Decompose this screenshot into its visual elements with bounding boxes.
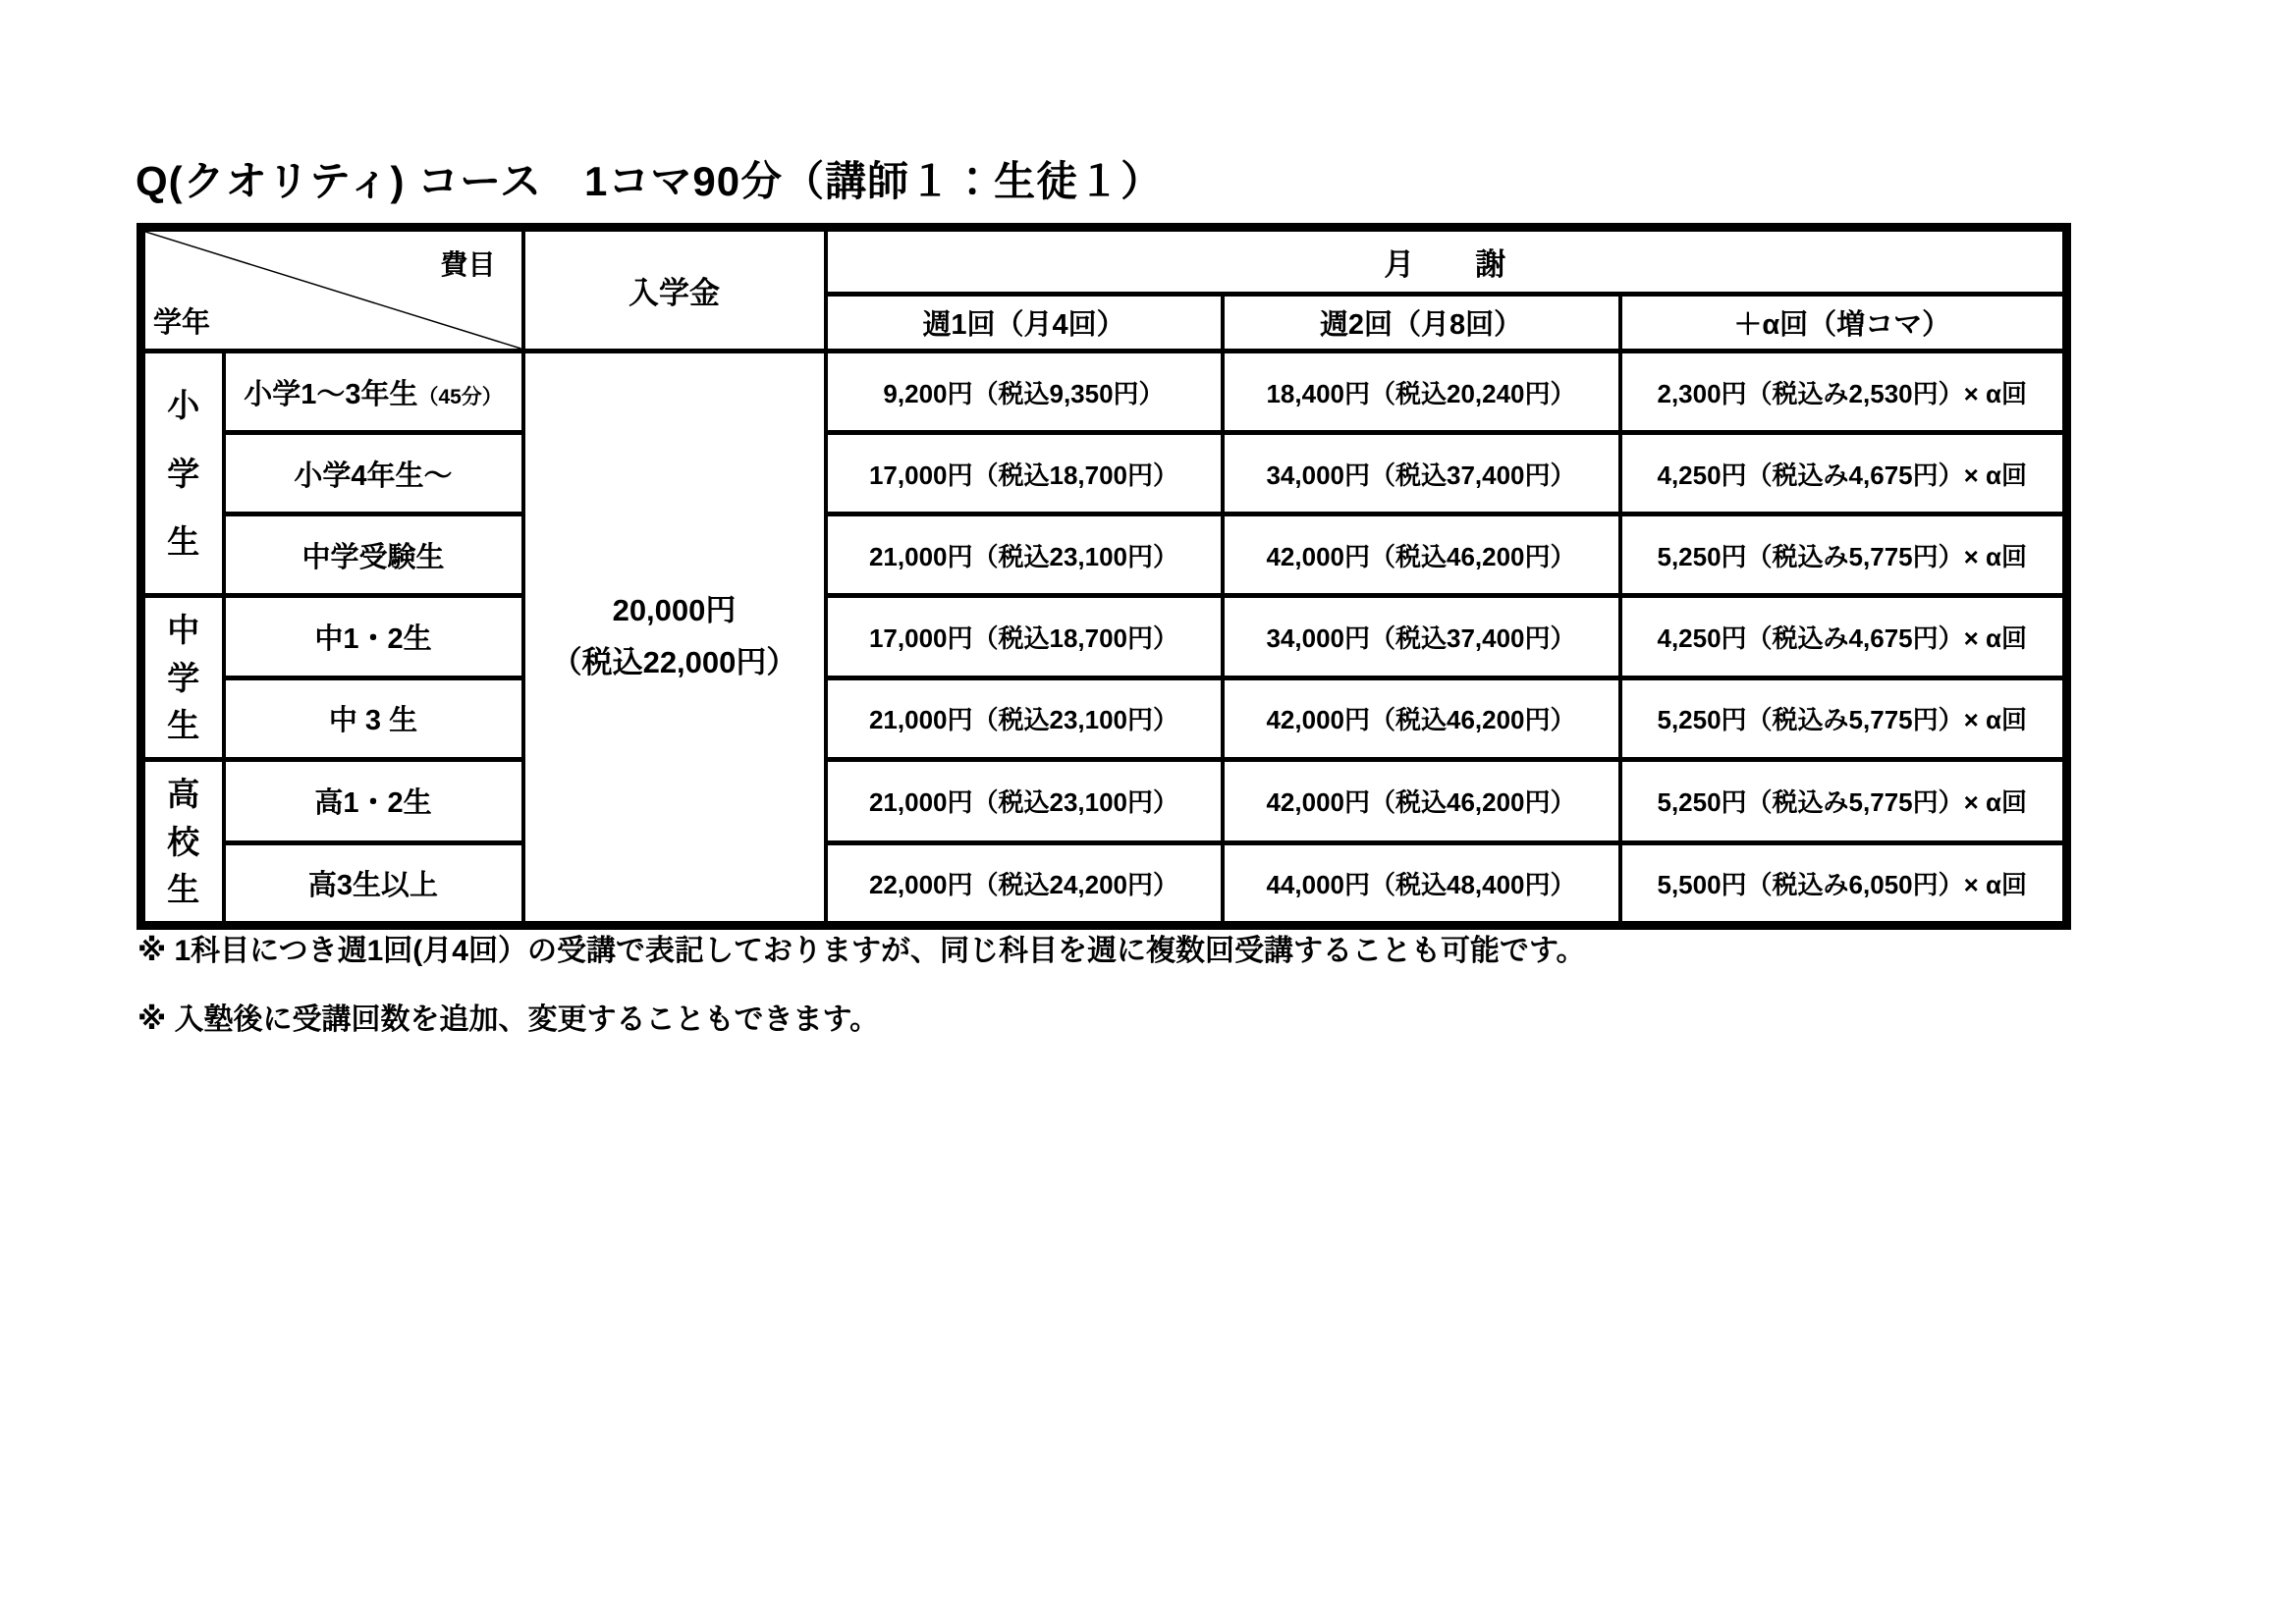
price-weekly2: 42,000円（税込46,200円） (1223, 677, 1620, 760)
group-char: 生 (167, 871, 200, 908)
group-char: 高 (167, 775, 200, 812)
entry-fee-amount: 20,000円 (612, 593, 737, 628)
group-char: 学 (167, 659, 200, 696)
grade-cell (224, 352, 523, 433)
table-row-jhs-1-2 (141, 596, 2067, 678)
group-char: 小 (167, 387, 200, 424)
grade-cell (224, 677, 523, 760)
grade-cell (224, 760, 523, 843)
price-table (137, 223, 2071, 930)
footnote-1: ※ 1科目につき週1回(月4回）の受講で表記しておりますが、同じ科目を週に複数回受講することも可能です。 (137, 935, 1586, 967)
grade-cell (224, 433, 523, 514)
footnote-2: ※ 入塾後に受講回数を追加、変更することもできます。 (137, 1003, 880, 1036)
subheader-extra: ＋α回（増コマ） (1620, 295, 2067, 352)
table-row-hs-1-2 (141, 760, 2067, 843)
price-weekly1: 21,000円（税込23,100円） (826, 760, 1223, 843)
table-row-elementary-1-3 (141, 352, 2067, 433)
grade-name: 小学4年生～ (294, 460, 453, 492)
grade-name: 中 3 生 (328, 705, 418, 737)
price-weekly1: 22,000円（税込24,200円） (826, 842, 1223, 926)
grade-year-label: 学年 (153, 307, 211, 339)
grade-cell (224, 596, 523, 678)
monthly-fee-header: 月 謝 (826, 228, 2067, 295)
price-weekly1: 17,000円（税込18,700円） (826, 433, 1223, 514)
group-char: 中 (167, 611, 200, 648)
group-char: 校 (167, 823, 200, 860)
group-label-junior-high (141, 596, 224, 760)
price-weekly2: 34,000円（税込37,400円） (1223, 433, 1620, 514)
price-weekly2: 34,000円（税込37,400円） (1223, 596, 1620, 678)
price-extra: 4,250円（税込み4,675円）× α回 (1620, 596, 2067, 678)
grade-name: 高1・2生 (314, 787, 432, 820)
price-weekly1: 21,000円（税込23,100円） (826, 677, 1223, 760)
price-extra: 2,300円（税込み2,530円）× α回 (1620, 352, 2067, 433)
price-weekly2: 42,000円（税込46,200円） (1223, 514, 1620, 596)
grade-cell (224, 842, 523, 926)
entry-fee-header: 入学金 (523, 228, 826, 352)
price-extra: 5,500円（税込み6,050円）× α回 (1620, 842, 2067, 926)
entry-fee-value (523, 352, 826, 926)
grade-name: 小学1～3年生 (244, 378, 418, 410)
price-weekly2: 18,400円（税込20,240円） (1223, 352, 1620, 433)
price-weekly1: 9,200円（税込9,350円） (826, 352, 1223, 433)
price-extra: 5,250円（税込み5,775円）× α回 (1620, 677, 2067, 760)
grade-name: 中学受験生 (301, 541, 445, 573)
group-char: 学 (167, 455, 200, 492)
group-label-high-school (141, 760, 224, 926)
group-char: 生 (167, 522, 200, 560)
price-weekly1: 17,000円（税込18,700円） (826, 596, 1223, 678)
price-extra: 5,250円（税込み5,775円）× α回 (1620, 760, 2067, 843)
fee-item-label: 費目 (440, 249, 496, 280)
subheader-weekly1: 週1回（月4回） (826, 295, 1223, 352)
price-weekly2: 44,000円（税込48,400円） (1223, 842, 1620, 926)
header-row-1 (141, 228, 2067, 295)
table-row-jhs-3 (141, 677, 2067, 760)
grade-cell (224, 514, 523, 596)
price-extra: 5,250円（税込み5,775円）× α回 (1620, 514, 2067, 596)
price-weekly1: 21,000円（税込23,100円） (826, 514, 1223, 596)
table-row-jhs-exam (141, 514, 2067, 596)
grade-name: 中1・2生 (314, 623, 432, 655)
table-row-hs-3plus (141, 842, 2067, 926)
price-extra: 4,250円（税込み4,675円）× α回 (1620, 433, 2067, 514)
price-weekly2: 42,000円（税込46,200円） (1223, 760, 1620, 843)
page-title: Q(クオリティ) コース 1コマ90分（講師１：生徒１） (136, 158, 1164, 204)
grade-name: 高3生以上 (307, 869, 439, 901)
group-char: 生 (167, 707, 200, 744)
grade-note: （45分） (417, 385, 503, 408)
entry-fee-tax-included: （税込22,000円） (551, 645, 797, 679)
group-label-elementary (141, 352, 224, 596)
corner-header-cell (141, 228, 523, 352)
subheader-weekly2: 週2回（月8回） (1223, 295, 1620, 352)
table-row-elementary-4plus (141, 433, 2067, 514)
